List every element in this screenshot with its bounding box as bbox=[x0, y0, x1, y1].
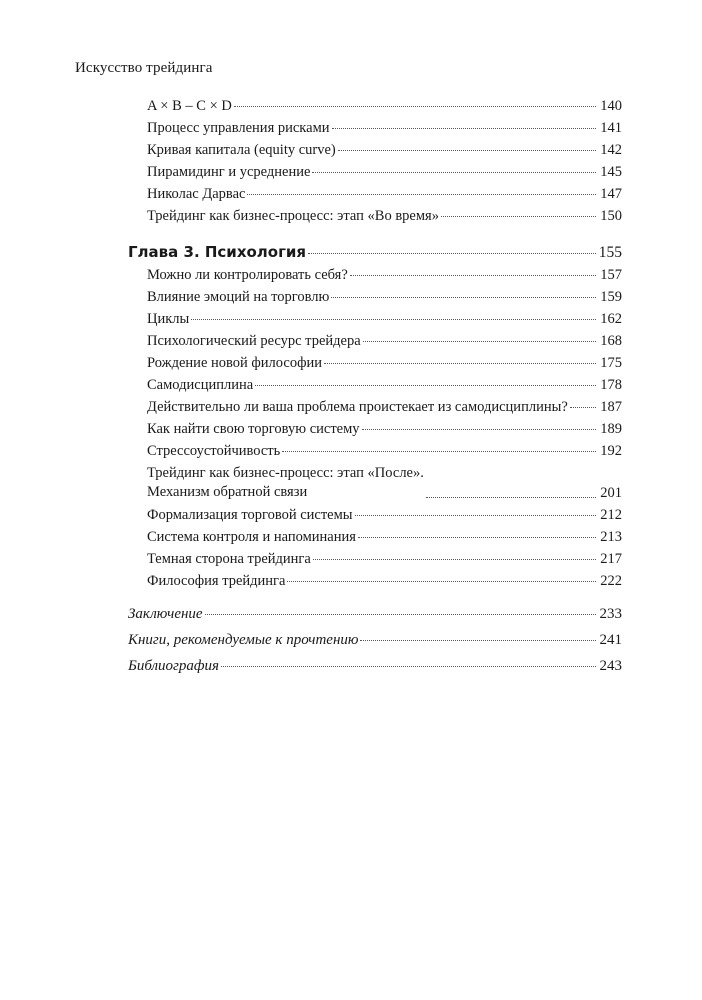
toc-entry-title: Стрессоустойчивость bbox=[147, 443, 281, 459]
toc-page-number: 189 bbox=[600, 421, 622, 437]
dot-leader bbox=[282, 451, 596, 452]
toc-entry-title: Самодисциплина bbox=[147, 377, 254, 393]
toc-page-number: 175 bbox=[600, 355, 622, 371]
toc-page-number: 187 bbox=[600, 399, 622, 415]
toc-entry-title: Психологический ресурс трейдера bbox=[147, 333, 361, 349]
dot-leader bbox=[350, 275, 596, 276]
dot-leader bbox=[360, 640, 596, 641]
toc-entry-title: Заключение bbox=[128, 606, 203, 622]
toc-page-number: 233 bbox=[599, 606, 622, 622]
dot-leader bbox=[324, 363, 596, 364]
toc-page-number: 241 bbox=[599, 632, 622, 648]
toc-entry-title: Трейдинг как бизнес-процесс: этап «Во время» bbox=[147, 208, 439, 224]
dot-leader bbox=[287, 581, 596, 582]
toc-entry[interactable] bbox=[147, 528, 622, 546]
dot-leader bbox=[441, 216, 596, 217]
toc-entry[interactable] bbox=[147, 163, 622, 181]
toc-page-number: 212 bbox=[600, 507, 622, 523]
toc-entry[interactable] bbox=[147, 97, 622, 115]
toc-page-number: 243 bbox=[599, 658, 622, 674]
dot-leader bbox=[570, 407, 596, 408]
dot-leader bbox=[255, 385, 596, 386]
toc-entry-title: Рождение новой философии bbox=[147, 355, 322, 371]
toc-backmatter-entry[interactable] bbox=[128, 657, 622, 675]
toc-page-number: 159 bbox=[600, 289, 622, 305]
toc-entry-title: Философия трейдинга bbox=[147, 573, 286, 589]
toc-entry[interactable] bbox=[147, 550, 622, 568]
toc-page-number: 162 bbox=[600, 311, 622, 327]
toc-backmatter-entry[interactable] bbox=[128, 631, 622, 649]
toc-entry[interactable] bbox=[147, 506, 622, 524]
toc-page-number: 150 bbox=[600, 208, 622, 224]
dot-leader bbox=[191, 319, 596, 320]
toc-entry-title: Циклы bbox=[147, 311, 190, 327]
toc-entry[interactable] bbox=[147, 119, 622, 137]
toc-entry-title: Формализация торговой системы bbox=[147, 507, 353, 523]
toc-page-number: 140 bbox=[600, 98, 622, 114]
dot-leader bbox=[313, 559, 596, 560]
dot-leader bbox=[221, 666, 596, 667]
dot-leader bbox=[362, 429, 596, 430]
toc-entry-title: Система контроля и напоминания bbox=[147, 529, 356, 545]
toc-entry[interactable] bbox=[147, 572, 622, 590]
toc-page-number: 192 bbox=[600, 443, 622, 459]
toc-page-number: 155 bbox=[598, 244, 622, 261]
toc-entry[interactable] bbox=[147, 420, 622, 438]
toc-entry-title: A × B – C × D bbox=[147, 98, 232, 114]
toc-entry[interactable] bbox=[147, 464, 622, 502]
toc-entry[interactable] bbox=[147, 207, 622, 225]
toc-entry[interactable] bbox=[147, 288, 622, 306]
toc-page-number: 178 bbox=[600, 377, 622, 393]
toc-page-number: 142 bbox=[600, 142, 622, 158]
toc-entry[interactable] bbox=[147, 185, 622, 203]
dot-leader bbox=[358, 537, 596, 538]
toc-entry-title: Как найти свою торговую систему bbox=[147, 421, 360, 437]
toc-page-number: 147 bbox=[600, 186, 622, 202]
toc-page-number: 213 bbox=[600, 529, 622, 545]
toc-entry[interactable] bbox=[147, 376, 622, 394]
toc-page-number: 168 bbox=[600, 333, 622, 349]
dot-leader bbox=[332, 128, 596, 129]
toc-entry[interactable] bbox=[147, 442, 622, 460]
toc-entry-title: Процесс управления рисками bbox=[147, 120, 330, 136]
toc-entry-title: Николас Дарвас bbox=[147, 186, 246, 202]
toc-entry[interactable] bbox=[147, 398, 622, 416]
toc-page-number: 141 bbox=[600, 120, 622, 136]
toc-entry-title: Темная сторона трейдинга bbox=[147, 551, 311, 567]
toc-entry-title: Действительно ли ваша проблема проистекает из самодисциплины? bbox=[147, 399, 568, 415]
dot-leader bbox=[312, 172, 596, 173]
chapter-title: Глава 3. Психология bbox=[128, 243, 307, 261]
toc-entry-title: Можно ли контролировать себя? bbox=[147, 267, 348, 283]
toc-chapter-entry[interactable] bbox=[128, 243, 622, 262]
toc-entry-title: Пирамидинг и усреднение bbox=[147, 164, 311, 180]
toc-page-number: 217 bbox=[600, 551, 622, 567]
toc-page-number: 145 bbox=[600, 164, 622, 180]
toc-entry-title-line1: Трейдинг как бизнес-процесс: этап «После». bbox=[147, 465, 424, 481]
dot-leader bbox=[426, 497, 596, 498]
dot-leader bbox=[205, 614, 596, 615]
toc-entry[interactable] bbox=[147, 310, 622, 328]
dot-leader bbox=[363, 341, 596, 342]
toc-backmatter-entry[interactable] bbox=[128, 605, 622, 623]
dot-leader bbox=[338, 150, 596, 151]
running-head: Искусство трейдинга bbox=[75, 60, 213, 76]
toc-entry[interactable] bbox=[147, 332, 622, 350]
dot-leader bbox=[247, 194, 596, 195]
dot-leader bbox=[355, 515, 596, 516]
toc-entry-title: Библиография bbox=[128, 658, 220, 674]
toc-entry-title: Кривая капитала (equity curve) bbox=[147, 142, 336, 158]
toc-entry-title: Книги, рекомендуемые к прочтению bbox=[128, 632, 359, 648]
dot-leader bbox=[331, 297, 596, 298]
dot-leader bbox=[308, 253, 596, 254]
toc-page-number: 157 bbox=[600, 267, 622, 283]
toc-page-number: 201 bbox=[600, 485, 622, 501]
dot-leader bbox=[234, 106, 596, 107]
toc-entry-title bbox=[147, 464, 424, 502]
toc-entry[interactable] bbox=[147, 141, 622, 159]
toc-entry[interactable] bbox=[147, 266, 622, 284]
toc-page-number: 222 bbox=[600, 573, 622, 589]
toc-entry[interactable] bbox=[147, 354, 622, 372]
toc-entry-title-line2: Механизм обратной связи bbox=[147, 484, 308, 500]
toc-entry-title: Влияние эмоций на торговлю bbox=[147, 289, 330, 305]
